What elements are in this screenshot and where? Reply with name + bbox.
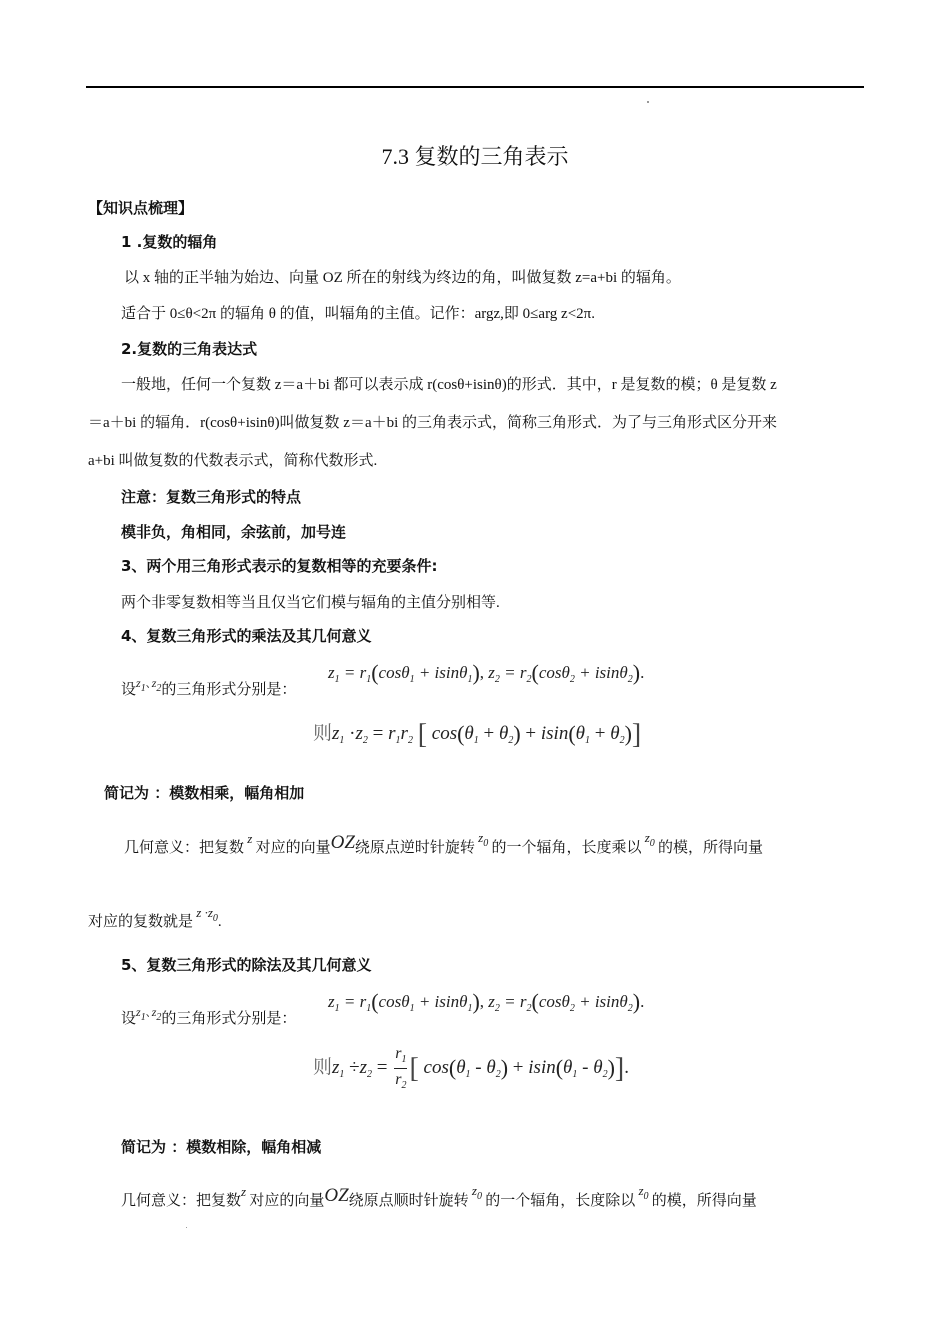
header-rule bbox=[86, 86, 864, 88]
s5-formula-quotient: 则$z_1 \div z_2$ = $\frac{r_1}{r_2}$ [ $\cos(\theta_1 - \theta_2) + isin(\theta_1 - \theta_2)$]. bbox=[313, 1045, 629, 1091]
s4-geo-line2: 对应的复数就是 $z \cdot z_0$. bbox=[88, 905, 222, 930]
speck bbox=[647, 101, 649, 103]
s5-geo-line1: 几何意义：把复数z 对应的向量OZ绕原点顺时针旋转 $z_0$ 的一个辐角，长度除以 $z_0$ 的模，所得向量 bbox=[121, 1183, 757, 1209]
s4-heading: 4、复数三角形式的乘法及其几何意义 bbox=[121, 627, 372, 645]
s3-text: 两个非零复数相等当且仅当它们模与辐角的主值分别相等. bbox=[121, 595, 500, 611]
s4-formula-product: 则$z_1 \cdot z_2 = r_1r_2$ [ $\cos(\theta_1 + \theta_2) + isin(\theta_1 + \theta_2)$] bbox=[313, 719, 642, 750]
s1-p2: 适合于 0≤θ<2π 的辐角 θ 的值，叫辐角的主值。记作：argz,即 0≤arg z<2π. bbox=[121, 306, 595, 322]
section-heading: 【知识点梳理】 bbox=[88, 199, 194, 217]
s3-heading: 3、两个用三角形式表示的复数相等的充要条件: bbox=[121, 557, 438, 575]
note-mnemonic: 模非负，角相同，余弦前，加号连 bbox=[121, 523, 347, 541]
speck bbox=[186, 1227, 187, 1228]
s5-heading: 5、复数三角形式的除法及其几何意义 bbox=[121, 956, 372, 974]
s5-summary: 简记为 ：模数相除，幅角相减 bbox=[121, 1138, 322, 1156]
s2-line1: 一般地，任何一个复数 z＝a＋bi 都可以表示成 r(cosθ+isinθ)的形式．其中，r 是复数的模；θ 是复数 z bbox=[121, 377, 777, 393]
s4-geo-line1: 几何意义：把复数 z 对应的向量OZ绕原点逆时针旋转 $z_0$ 的一个辐角，长度乘以 $z_0$ 的模，所得向量 bbox=[124, 830, 764, 856]
s2-heading: 2.复数的三角表达式 bbox=[121, 340, 258, 358]
s4-summary: 简记为 ：模数相乘，幅角相加 bbox=[104, 784, 305, 802]
s5-intro: 设$^{z_1､z_2}$的三角形式分别是： bbox=[121, 1005, 297, 1027]
s1-heading: 1 .复数的辐角 bbox=[121, 233, 218, 251]
s2-line3: a+bi 叫做复数的代数表示式，简称代数形式. bbox=[88, 453, 378, 469]
s4-intro: 设$^{z_1､z_2}$的三角形式分别是： bbox=[121, 676, 297, 698]
s2-line2: ＝a＋bi 的辐角．r(cosθ+isinθ)叫做复数 z＝a＋bi 的三角表示式，简称三角形式．为了与三角形式区分开来 bbox=[88, 415, 778, 431]
note-title: 注意：复数三角形式的特点 bbox=[121, 488, 302, 506]
page-title: 7.3 复数的三角表示 bbox=[381, 144, 569, 169]
s5-formula-forms: $z_1 = r_1(\cos\theta_1 + isin\theta_1)$, $z_2 = r_2(\cos\theta_2 + isin\theta_2)$. bbox=[328, 989, 645, 1014]
s4-formula-forms: $z_1 = r_1(\cos\theta_1 + isin\theta_1)$, $z_2 = r_2(\cos\theta_2 + isin\theta_2)$. bbox=[328, 660, 645, 685]
s1-p1: 以 x 轴的正半轴为始边、向量 OZ 所在的射线为终边的角，叫做复数 z=a+bi 的辐角。 bbox=[124, 270, 681, 286]
